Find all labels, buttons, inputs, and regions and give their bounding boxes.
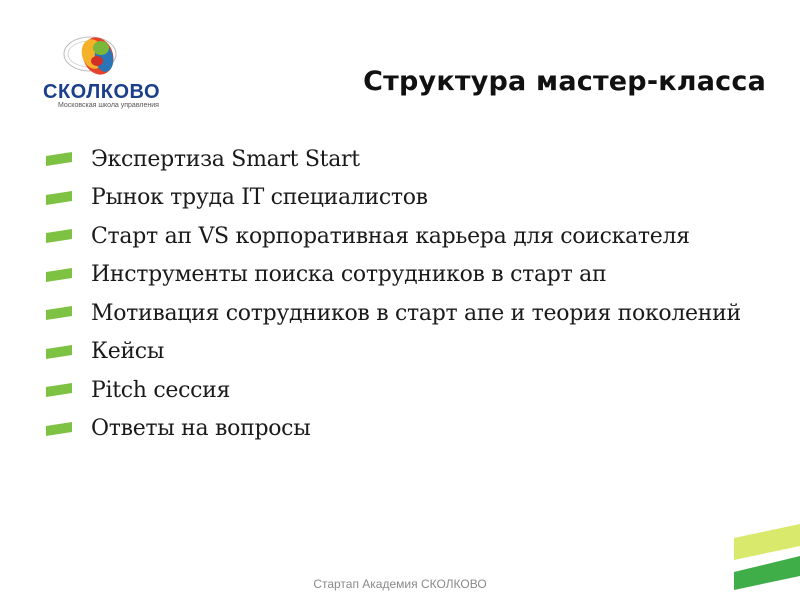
- list-item: [46, 179, 741, 218]
- bullet-icon: [46, 152, 72, 166]
- list-item: [46, 371, 741, 410]
- footer-text: Стартап Академия СКОЛКОВО: [313, 577, 487, 591]
- list-item: [46, 217, 741, 256]
- list-item: [46, 256, 741, 295]
- list-item-text: Инструменты поиска сотрудников в старт ап: [91, 262, 607, 288]
- list-item-text: Старт ап VS корпоративная карьера для соискателя: [91, 223, 690, 249]
- list-item-text: Рынок труда IT специалистов: [91, 185, 428, 211]
- bullet-icon: [46, 306, 72, 320]
- list-item: [46, 333, 741, 372]
- skolkovo-logo: [40, 34, 160, 114]
- bullet-icon: [46, 229, 72, 243]
- slide-title: Структура мастер-класса: [363, 66, 766, 97]
- logo-subtitle: Московская школа управления: [58, 102, 159, 109]
- bullet-icon: [46, 345, 72, 359]
- list-item-text: Кейсы: [91, 339, 165, 365]
- bullet-list: [46, 140, 741, 448]
- list-item-text: Мотивация сотрудников в старт апе и теория поколений: [91, 300, 741, 326]
- list-item-text: Ответы на вопросы: [91, 416, 311, 442]
- bullet-icon: [46, 422, 72, 436]
- list-item-text: Экспертиза Smart Start: [91, 146, 360, 172]
- list-item: [46, 410, 741, 449]
- list-item: [46, 294, 741, 333]
- bullet-icon: [46, 191, 72, 205]
- logo-name: СКОЛКОВО: [43, 81, 161, 103]
- bullet-icon: [46, 383, 72, 397]
- bullet-icon: [46, 268, 72, 282]
- list-item: [46, 140, 741, 179]
- list-item-text: Pitch сессия: [91, 377, 231, 403]
